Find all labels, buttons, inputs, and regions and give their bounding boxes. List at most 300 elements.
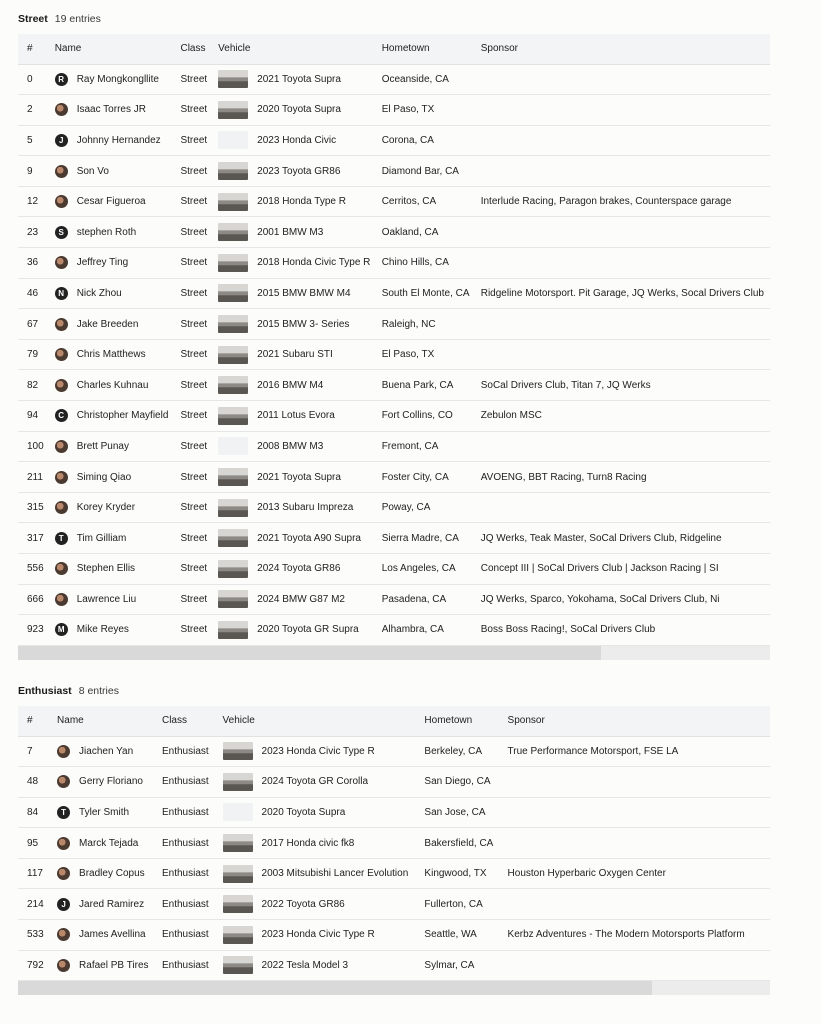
vehicle-cell <box>214 950 416 981</box>
car-thumbnail-icon <box>218 101 248 119</box>
vehicle-name: 2023 Honda Civic <box>257 134 337 146</box>
table-row[interactable] <box>18 736 770 767</box>
car-thumbnail-icon <box>223 773 253 791</box>
section-title: Enthusiast <box>18 685 72 697</box>
driver-cell <box>48 889 153 920</box>
car-thumbnail-icon <box>223 834 253 852</box>
driver-cell <box>46 248 172 279</box>
vehicle-name: 2021 Toyota Supra <box>257 73 341 85</box>
entry-count: 8 entries <box>78 685 119 697</box>
hometown-cell: Seattle, WA <box>424 929 477 941</box>
car-number: 46 <box>27 287 39 299</box>
driver-cell <box>46 431 172 462</box>
car-number: 923 <box>27 624 44 636</box>
hometown-cell: El Paso, TX <box>381 349 435 361</box>
avatar-photo-icon <box>57 867 70 880</box>
hometown-cell: Alhambra, CA <box>381 624 444 636</box>
car-number: 0 <box>27 73 33 85</box>
class-cell: Street <box>180 165 208 177</box>
driver-cell <box>48 767 153 798</box>
street-table-container[interactable] <box>18 34 770 646</box>
scrollbar-thumb[interactable] <box>18 981 652 995</box>
driver-cell <box>46 523 172 554</box>
avatar-initial-icon: S <box>55 226 68 239</box>
vehicle-name: 2015 BMW 3- Series <box>257 318 350 330</box>
driver-name: Johnny Hernandez <box>76 134 161 146</box>
table-row[interactable] <box>18 523 770 554</box>
class-cell: Street <box>180 379 208 391</box>
class-cell: Street <box>180 287 208 299</box>
driver-name: Siming Qiao <box>76 471 132 483</box>
scrollbar-thumb[interactable] <box>18 646 601 660</box>
car-number: 94 <box>27 410 39 422</box>
car-number: 792 <box>27 959 44 971</box>
car-thumbnail-placeholder-icon <box>218 131 248 149</box>
vehicle-name: 2018 Honda Civic Type R <box>257 257 371 269</box>
table-header-row <box>18 706 770 736</box>
table-row[interactable] <box>18 186 770 217</box>
vehicle-name: 2018 Honda Type R <box>257 196 346 208</box>
sponsor-cell: Interlude Racing, Paragon brakes, Counterspace garage <box>480 196 732 208</box>
vehicle-name: 2008 BMW M3 <box>257 440 324 452</box>
driver-cell <box>46 554 172 585</box>
table-row[interactable] <box>18 462 770 493</box>
class-cell: Street <box>180 502 208 514</box>
driver-cell <box>46 492 172 523</box>
driver-name: Korey Kryder <box>76 502 136 514</box>
sponsor-cell: AVOENG, BBT Racing, Turn8 Racing <box>480 471 647 483</box>
car-thumbnail-icon <box>218 499 248 517</box>
driver-cell <box>46 615 172 646</box>
section-header <box>18 4 770 34</box>
sponsor-cell <box>472 248 770 279</box>
driver-name: Christopher Mayfield <box>76 410 169 422</box>
driver-cell <box>46 339 172 370</box>
car-number: 100 <box>27 440 44 452</box>
vehicle-cell <box>209 248 373 279</box>
table-row[interactable] <box>18 248 770 279</box>
vehicle-name: 2022 Toyota GR86 <box>261 898 345 910</box>
table-row[interactable] <box>18 797 770 828</box>
table-row[interactable] <box>18 431 770 462</box>
car-thumbnail-icon <box>223 865 253 883</box>
hometown-cell: Fullerton, CA <box>424 898 483 910</box>
col-header-vehicle[interactable]: Vehicle <box>218 43 251 55</box>
vehicle-cell <box>214 767 416 798</box>
sponsor-cell: Zebulon MSC <box>480 410 542 422</box>
table-row[interactable] <box>18 584 770 615</box>
driver-cell <box>46 462 172 493</box>
car-number: 5 <box>27 134 33 146</box>
driver-cell <box>46 278 172 309</box>
driver-name: Son Vo <box>76 165 109 177</box>
vehicle-cell <box>209 615 373 646</box>
col-header-hometown[interactable]: Hometown <box>381 43 430 55</box>
col-header-vehicle[interactable]: Vehicle <box>222 715 255 727</box>
avatar-initial-icon: T <box>57 806 70 819</box>
sponsor-cell: Kerbz Adventures - The Modern Motorsports Platform <box>507 929 745 941</box>
hometown-cell: Pasadena, CA <box>381 593 447 605</box>
avatar-photo-icon <box>55 501 68 514</box>
car-thumbnail-icon <box>218 284 248 302</box>
driver-name: Jake Breeden <box>76 318 139 330</box>
avatar-initial-icon: M <box>55 623 68 636</box>
col-header-sponsor[interactable]: Sponsor <box>507 715 545 727</box>
car-thumbnail-placeholder-icon <box>218 437 248 455</box>
driver-name: Mike Reyes <box>76 624 129 636</box>
sponsor-cell <box>499 828 770 859</box>
driver-cell <box>46 370 172 401</box>
table-row[interactable] <box>18 370 770 401</box>
col-header-name[interactable]: Name <box>54 43 82 55</box>
table-row[interactable] <box>18 950 770 981</box>
car-number: 12 <box>27 196 39 208</box>
vehicle-cell <box>209 370 373 401</box>
sponsor-cell: True Performance Motorsport, FSE LA <box>507 745 679 757</box>
sponsor-cell <box>499 889 770 920</box>
car-thumbnail-icon <box>218 621 248 639</box>
table-row[interactable] <box>18 401 770 432</box>
car-thumbnail-icon <box>223 926 253 944</box>
avatar-photo-icon <box>55 348 68 361</box>
driver-cell <box>46 309 172 340</box>
class-cell: Street <box>180 532 208 544</box>
vehicle-cell <box>214 828 416 859</box>
car-thumbnail-icon <box>223 742 253 760</box>
sponsor-cell: Boss Boss Racing!, SoCal Drivers Club <box>480 624 656 636</box>
driver-name: Tyler Smith <box>79 806 130 818</box>
vehicle-name: 2013 Subaru Impreza <box>257 502 354 514</box>
vehicle-cell <box>214 736 416 767</box>
class-cell: Street <box>180 624 208 636</box>
class-cell: Street <box>180 226 208 238</box>
driver-name: Marck Tejada <box>79 837 139 849</box>
driver-cell <box>46 156 172 187</box>
sponsor-cell <box>499 950 770 981</box>
class-cell: Enthusiast <box>161 868 209 880</box>
hometown-cell: Corona, CA <box>381 134 434 146</box>
car-number: 117 <box>27 868 43 880</box>
vehicle-name: 2023 Toyota GR86 <box>257 165 341 177</box>
sponsor-cell: Concept III | SoCal Drivers Club | Jackson Racing | SI <box>480 563 719 575</box>
vehicle-name: 2017 Honda civic fk8 <box>261 837 355 849</box>
car-number: 7 <box>27 745 33 757</box>
driver-name: Lawrence Liu <box>76 593 137 605</box>
hometown-cell: Poway, CA <box>381 502 431 514</box>
sponsor-cell: Houston Hyperbaric Oxygen Center <box>507 868 666 880</box>
car-thumbnail-icon <box>223 895 253 913</box>
col-header-number[interactable]: # <box>27 43 33 55</box>
driver-name: Bradley Copus <box>79 868 145 880</box>
avatar-photo-icon <box>57 959 70 972</box>
driver-cell <box>46 125 172 156</box>
table-row[interactable] <box>18 309 770 340</box>
hometown-cell: San Jose, CA <box>424 806 486 818</box>
avatar-initial-icon: N <box>55 287 68 300</box>
avatar-photo-icon <box>55 103 68 116</box>
sponsor-cell <box>472 156 770 187</box>
vehicle-cell <box>214 889 416 920</box>
vehicle-cell <box>214 920 416 951</box>
car-number: 556 <box>27 563 44 575</box>
class-cell: Street <box>180 104 208 116</box>
car-number: 48 <box>27 776 39 788</box>
car-number: 23 <box>27 226 39 238</box>
avatar-photo-icon <box>55 379 68 392</box>
table-row[interactable] <box>18 278 770 309</box>
sponsor-cell: JQ Werks, Sparco, Yokohama, SoCal Drivers Club, Ni <box>480 593 720 605</box>
sponsor-cell <box>472 217 770 248</box>
hometown-cell: Diamond Bar, CA <box>381 165 459 177</box>
sponsor-cell <box>472 492 770 523</box>
table-row[interactable] <box>18 920 770 951</box>
driver-cell <box>46 95 172 126</box>
class-cell: Enthusiast <box>161 898 209 910</box>
avatar-initial-icon: J <box>57 898 70 911</box>
vehicle-name: 2022 Tesla Model 3 <box>261 959 349 971</box>
hometown-cell: Fort Collins, CO <box>381 410 453 422</box>
table-row[interactable] <box>18 828 770 859</box>
sponsor-cell <box>472 125 770 156</box>
car-number: 36 <box>27 257 39 269</box>
class-cell: Street <box>180 134 208 146</box>
avatar-photo-icon <box>55 318 68 331</box>
driver-name: Jiachen Yan <box>79 745 134 757</box>
class-cell: Enthusiast <box>161 837 209 849</box>
class-cell: Street <box>180 410 208 422</box>
vehicle-name: 2024 BMW G87 M2 <box>257 593 345 605</box>
vehicle-name: 2023 Honda Civic Type R <box>261 745 375 757</box>
avatar-initial-icon: C <box>55 409 68 422</box>
table-row[interactable] <box>18 889 770 920</box>
vehicle-name: 2021 Subaru STI <box>257 349 333 361</box>
vehicle-cell <box>209 186 373 217</box>
driver-name: Isaac Torres JR <box>76 104 146 116</box>
class-cell: Street <box>180 257 208 269</box>
car-thumbnail-icon <box>218 407 248 425</box>
driver-cell <box>46 64 172 95</box>
avatar-photo-icon <box>57 837 70 850</box>
sponsor-cell <box>499 767 770 798</box>
vehicle-name: 2021 Toyota Supra <box>257 471 341 483</box>
driver-name: stephen Roth <box>76 226 137 238</box>
vehicle-cell <box>209 125 373 156</box>
vehicle-name: 2020 Toyota Supra <box>257 104 341 116</box>
car-number: 211 <box>27 471 43 483</box>
car-number: 95 <box>27 837 39 849</box>
driver-name: James Avellina <box>79 929 146 941</box>
entry-count: 19 entries <box>54 13 101 25</box>
avatar-photo-icon <box>55 195 68 208</box>
car-number: 84 <box>27 806 39 818</box>
car-thumbnail-icon <box>218 468 248 486</box>
class-cell: Enthusiast <box>161 745 209 757</box>
vehicle-name: 2016 BMW M4 <box>257 379 324 391</box>
vehicle-name: 2020 Toyota Supra <box>261 806 346 818</box>
hometown-cell: El Paso, TX <box>381 104 435 116</box>
sponsor-cell <box>472 339 770 370</box>
vehicle-cell <box>209 64 373 95</box>
class-cell: Enthusiast <box>161 776 209 788</box>
vehicle-name: 2024 Toyota GR Corolla <box>261 776 369 788</box>
hometown-cell: San Diego, CA <box>424 776 491 788</box>
driver-cell <box>48 950 153 981</box>
avatar-photo-icon <box>57 775 70 788</box>
car-number: 9 <box>27 165 33 177</box>
class-cell: Street <box>180 563 208 575</box>
sponsor-cell: JQ Werks, Teak Master, SoCal Drivers Club, Ridgeline <box>480 532 722 544</box>
car-thumbnail-icon <box>218 162 248 180</box>
hometown-cell: Los Angeles, CA <box>381 563 456 575</box>
street-section <box>18 4 770 660</box>
driver-cell <box>46 186 172 217</box>
table-row[interactable] <box>18 492 770 523</box>
col-header-class[interactable]: Class <box>180 43 206 55</box>
vehicle-name: 2003 Mitsubishi Lancer Evolution <box>261 868 409 880</box>
driver-name: Cesar Figueroa <box>76 196 146 208</box>
vehicle-name: 2011 Lotus Evora <box>257 410 335 422</box>
avatar-photo-icon <box>55 471 68 484</box>
driver-name: Rafael PB Tires <box>79 959 149 971</box>
class-cell: Enthusiast <box>161 959 209 971</box>
car-thumbnail-icon <box>218 590 248 608</box>
col-header-number[interactable]: # <box>27 715 33 727</box>
table-row[interactable] <box>18 217 770 248</box>
driver-name: Tim Gilliam <box>76 532 127 544</box>
hometown-cell: Chino Hills, CA <box>381 257 449 269</box>
horizontal-scrollbar[interactable] <box>18 981 770 995</box>
driver-cell <box>48 736 153 767</box>
avatar-initial-icon: T <box>55 532 68 545</box>
driver-cell <box>46 217 172 248</box>
col-header-sponsor[interactable]: Sponsor <box>480 43 518 55</box>
car-thumbnail-placeholder-icon <box>223 803 253 821</box>
table-row[interactable] <box>18 858 770 889</box>
vehicle-cell <box>209 492 373 523</box>
avatar-photo-icon <box>57 928 70 941</box>
avatar-photo-icon <box>55 593 68 606</box>
col-header-name[interactable]: Name <box>57 715 84 727</box>
section-title: Street <box>18 13 48 25</box>
car-number: 2 <box>27 104 33 116</box>
avatar-photo-icon <box>57 745 70 758</box>
vehicle-cell <box>209 431 373 462</box>
vehicle-name: 2015 BMW BMW M4 <box>257 287 351 299</box>
hometown-cell: Sylmar, CA <box>424 959 475 971</box>
avatar-photo-icon <box>55 256 68 269</box>
hometown-cell: Berkeley, CA <box>424 745 483 757</box>
car-thumbnail-icon <box>218 223 248 241</box>
vehicle-name: 2024 Toyota GR86 <box>257 563 341 575</box>
col-header-class[interactable]: Class <box>161 715 187 727</box>
avatar-initial-icon: R <box>55 73 68 86</box>
driver-name: Charles Kuhnau <box>76 379 149 391</box>
hometown-cell: Kingwood, TX <box>424 868 487 880</box>
vehicle-name: 2021 Toyota A90 Supra <box>257 532 361 544</box>
avatar-photo-icon <box>55 165 68 178</box>
table-row[interactable] <box>18 64 770 95</box>
class-cell: Street <box>180 318 208 330</box>
car-thumbnail-icon <box>218 254 248 272</box>
vehicle-cell <box>209 584 373 615</box>
class-cell: Street <box>180 73 208 85</box>
sponsor-cell: SoCal Drivers Club, Titan 7, JQ Werks <box>480 379 651 391</box>
sponsor-cell <box>472 95 770 126</box>
car-thumbnail-icon <box>218 193 248 211</box>
table-row[interactable] <box>18 554 770 585</box>
hometown-cell: Oakland, CA <box>381 226 439 238</box>
avatar-photo-icon <box>55 562 68 575</box>
enthusiast-entries-table <box>18 706 770 981</box>
street-entries-table <box>18 34 770 646</box>
table-row[interactable] <box>18 615 770 646</box>
car-thumbnail-icon <box>223 956 253 974</box>
vehicle-cell <box>209 95 373 126</box>
car-number: 214 <box>27 898 44 910</box>
car-thumbnail-icon <box>218 70 248 88</box>
driver-cell <box>48 858 153 889</box>
car-number: 79 <box>27 349 39 361</box>
driver-name: Gerry Floriano <box>79 776 143 788</box>
hometown-cell: Sierra Madre, CA <box>381 532 459 544</box>
driver-cell <box>48 797 153 828</box>
vehicle-name: 2020 Toyota GR Supra <box>257 624 359 636</box>
vehicle-cell <box>214 797 416 828</box>
class-cell: Street <box>180 196 208 208</box>
section-header <box>18 676 770 706</box>
class-cell: Street <box>180 593 208 605</box>
car-number: 317 <box>27 532 44 544</box>
horizontal-scrollbar[interactable] <box>18 646 770 660</box>
hometown-cell: South El Monte, CA <box>381 287 470 299</box>
table-row[interactable] <box>18 767 770 798</box>
sponsor-cell: Ridgeline Motorsport. Pit Garage, JQ Werks, Socal Drivers Club <box>480 287 764 299</box>
table-row[interactable] <box>18 339 770 370</box>
vehicle-cell <box>209 156 373 187</box>
vehicle-cell <box>209 278 373 309</box>
hometown-cell: Oceanside, CA <box>381 73 449 85</box>
vehicle-name: 2001 BMW M3 <box>257 226 324 238</box>
sponsor-cell <box>472 309 770 340</box>
driver-name: Nick Zhou <box>76 287 122 299</box>
driver-cell <box>48 828 153 859</box>
driver-name: Jeffrey Ting <box>76 257 129 269</box>
vehicle-cell <box>209 339 373 370</box>
driver-name: Stephen Ellis <box>76 563 136 575</box>
vehicle-cell <box>209 523 373 554</box>
class-cell: Enthusiast <box>161 929 209 941</box>
table-row[interactable] <box>18 125 770 156</box>
enthusiast-table-container[interactable] <box>18 706 770 981</box>
car-number: 666 <box>27 593 44 605</box>
car-number: 82 <box>27 379 39 391</box>
car-number: 315 <box>27 502 44 514</box>
table-row[interactable] <box>18 156 770 187</box>
car-thumbnail-icon <box>218 560 248 578</box>
table-row[interactable] <box>18 95 770 126</box>
hometown-cell: Cerritos, CA <box>381 196 437 208</box>
col-header-hometown[interactable]: Hometown <box>424 715 473 727</box>
class-cell: Street <box>180 471 208 483</box>
driver-name: Ray Mongkongllite <box>76 73 159 85</box>
class-cell: Enthusiast <box>161 806 209 818</box>
hometown-cell: Raleigh, NC <box>381 318 436 330</box>
hometown-cell: Foster City, CA <box>381 471 449 483</box>
hometown-cell: Fremont, CA <box>381 440 439 452</box>
car-number: 67 <box>27 318 39 330</box>
car-thumbnail-icon <box>218 346 248 364</box>
driver-name: Jared Ramirez <box>79 898 145 910</box>
